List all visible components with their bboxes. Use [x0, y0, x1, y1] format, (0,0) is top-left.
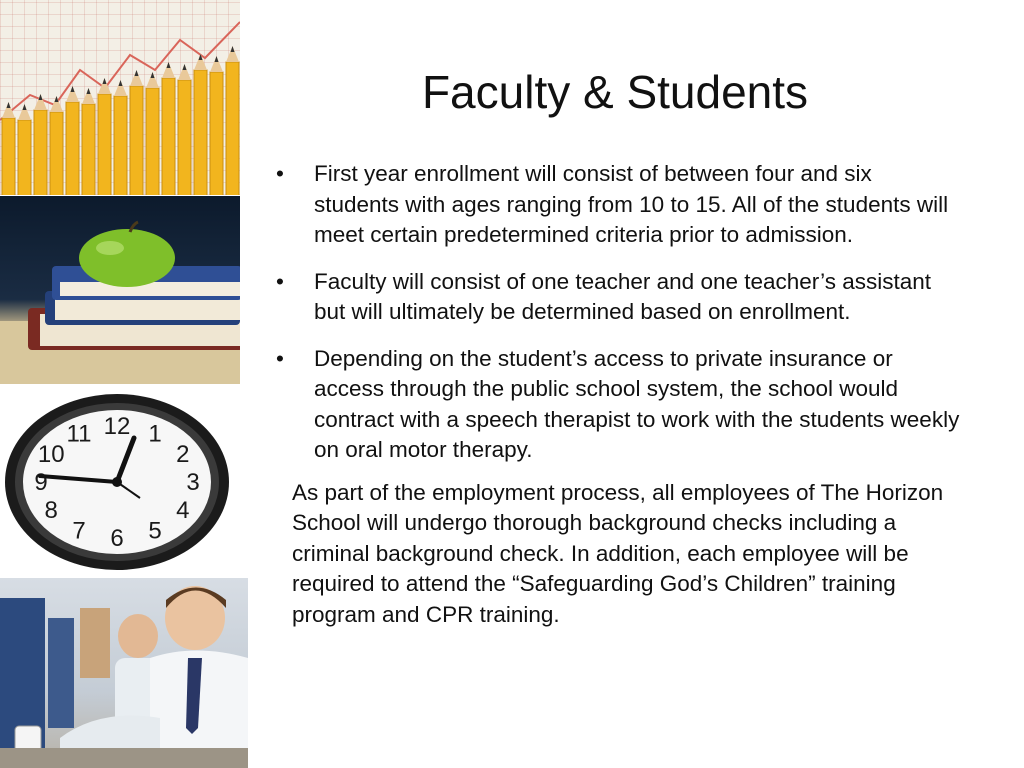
office-workers-illustration — [0, 578, 248, 768]
bullet-text: Depending on the student’s access to private insurance or access through the public school system, the school would contract with a speech therapist to work with the students weekly on oral motor therapy. — [314, 345, 960, 462]
clock-numeral: 3 — [186, 469, 200, 496]
clock-numeral: 6 — [110, 525, 124, 552]
employment-paragraph: As part of the employment process, all employees of The Horizon School will undergo thorough background checks including a criminal background check. In addition, each employee will be required to attend the “Safeguarding God’s Children” training program and CPR training. — [292, 479, 944, 627]
clock-numeral: 10 — [37, 441, 65, 468]
pencils-chart-illustration — [0, 0, 240, 195]
bullet-text: First year enrollment will consist of between four and six students with ages ranging from 10 to 15. All of the students will meet certain predetermined criteria prior to admission. — [314, 161, 949, 247]
clock-numeral: 9 — [34, 469, 48, 496]
clock-numeral: 7 — [72, 517, 86, 545]
clock-numeral: 1 — [148, 420, 162, 448]
clock-numeral: 12 — [103, 413, 131, 440]
wall-clock-image — [0, 386, 240, 576]
bullet-enrollment — [272, 159, 962, 251]
slide-title: Faculty & Students — [421, 66, 809, 118]
office-workers-image — [0, 578, 248, 768]
pencils-chart-image — [0, 0, 240, 195]
wall-clock-illustration — [0, 386, 240, 576]
clock-numeral: 2 — [176, 441, 190, 468]
bullet-dot-icon: • — [276, 345, 284, 371]
bullet-dot-icon: • — [276, 268, 284, 294]
slide-body — [272, 159, 962, 630]
clock-numeral: 8 — [44, 497, 58, 524]
clock-numeral: 11 — [66, 420, 92, 448]
bullet-faculty — [272, 267, 962, 328]
bullet-text: Faculty will consist of one teacher and one teacher’s assistant but will ultimately be determined based on enrollment. — [314, 268, 932, 324]
apple-books-image — [0, 196, 240, 384]
clock-numeral: 4 — [176, 497, 190, 524]
bullet-speech-therapy — [272, 344, 962, 466]
apple-books-illustration — [0, 196, 240, 384]
clock-numeral: 5 — [148, 517, 162, 545]
bullet-list — [272, 159, 962, 466]
image-sidebar — [0, 0, 248, 768]
bullet-dot-icon: • — [276, 161, 284, 186]
